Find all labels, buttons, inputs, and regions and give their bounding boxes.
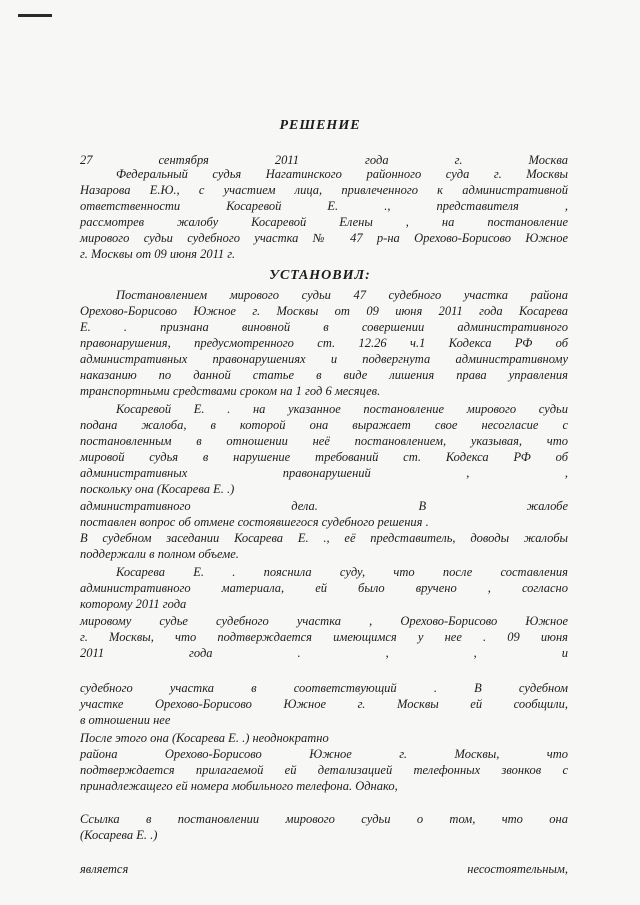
document-line	[80, 696, 568, 712]
document-line	[80, 613, 568, 629]
document-line	[80, 417, 568, 433]
document-line	[80, 166, 568, 182]
top-margin-mark	[18, 14, 52, 17]
document-line-text: наказанию по данной статье в виде лишения права управления	[80, 368, 568, 382]
document-title: РЕШЕНИЕ	[279, 118, 361, 133]
document-line-text: После этого она (Косарева Е. .) неоднократно	[80, 731, 329, 745]
document-line	[80, 383, 568, 399]
document-line	[80, 246, 568, 262]
document-line-text: Федеральный судья Нагатинского районного суда г. Москвы	[116, 167, 568, 181]
document-line-text: административного дела. В жалобе	[80, 499, 568, 513]
document-line	[80, 214, 568, 230]
document-line-text: 2011 года . , , и	[80, 646, 568, 660]
document-line	[80, 367, 568, 383]
document-line-text: Косаревой Е. . на указанное постановление мирового судьи	[116, 402, 568, 416]
document-line	[80, 530, 568, 546]
document-line	[80, 762, 568, 778]
document-line	[80, 481, 568, 497]
document-line	[80, 564, 568, 580]
document-line-text: (Косарева Е. .)	[80, 828, 158, 842]
document-line-text: судебного участка в соответствующий . В судебном	[80, 681, 568, 695]
document-line-text: участке Орехово-Борисово Южное г. Москвы ей сообщили,	[80, 697, 568, 711]
document-line	[80, 596, 568, 612]
document-line-text: мировой судья в нарушение требований ст. Кодекса РФ об	[80, 450, 568, 464]
document-line-text: поскольку она (Косарева Е. .)	[80, 482, 235, 496]
document-line-text: подтверждается прилагаемой ей детализацией телефонных звонков с	[80, 763, 568, 777]
document-line	[80, 182, 568, 198]
document-line	[80, 514, 568, 530]
document-line-text: административного материала, ей было вручено , согласно	[80, 581, 568, 595]
document-line-text: постановленным в отношении неё постановлением, указывая, что	[80, 434, 568, 448]
document-line-text: правонарушения, предусмотренного ст. 12.26 ч.1 Кодекса РФ об	[80, 336, 568, 350]
document-line	[80, 746, 568, 762]
document-line	[80, 351, 568, 367]
document-line-text: является несостоятельным,	[80, 862, 568, 876]
section-title-ustanovil: УСТАНОВИЛ:	[269, 268, 371, 283]
document-line	[80, 712, 568, 728]
document-line	[80, 629, 568, 645]
document-line-text: мирового судьи судебного участка № 47 р-на Орехово-Борисово Южное	[80, 231, 568, 245]
document-line	[80, 827, 568, 843]
document-line-text: г. Москвы от 09 июня 2011 г.	[80, 247, 236, 261]
document-line	[80, 580, 568, 596]
document-line-text: Орехово-Борисово Южное г. Москвы от 09 июня 2011 года Косарева	[80, 304, 568, 318]
document-line-text: ответственности Косаревой Е. ., представителя ,	[80, 199, 568, 213]
document-line	[80, 303, 568, 319]
document-line-text: которому 2011 года	[80, 597, 187, 611]
document-line-text: В судебном заседании Косарева Е. ., её представитель, доводы жалобы	[80, 531, 568, 545]
document-line-text: подана жалоба, в которой она выражает свое несогласие с	[80, 418, 568, 432]
document-line	[80, 335, 568, 351]
document-line	[80, 465, 568, 481]
document-line-text: Е. . признана виновной в совершении административного	[80, 320, 568, 334]
document-line	[80, 198, 568, 214]
document-line-text: 27 сентября 2011 года г. Москва	[80, 153, 568, 167]
document-line	[80, 546, 568, 562]
document-line	[80, 680, 568, 696]
document-line	[80, 287, 568, 303]
document-line-text: Постановлением мирового судьи 47 судебного участка района	[116, 288, 568, 302]
document-line-text: рассмотрев жалобу Косаревой Елены , на постановление	[80, 215, 568, 229]
document-line-text: района Орехово-Борисово Южное г. Москвы, что	[80, 747, 568, 761]
document-line	[80, 498, 568, 514]
document-line-text: принадлежащего ей номера мобильного телефона. Однако,	[80, 779, 398, 793]
document-line-text: г. Москвы, что подтверждается имеющимся у нее . 09 июня	[80, 630, 568, 644]
document-line-text: Косарева Е. . пояснила суду, что после составления	[116, 565, 568, 579]
document-line-text: в отношении нее	[80, 713, 171, 727]
document-line-text: поставлен вопрос об отмене состоявшегося судебного решения .	[80, 515, 429, 529]
document-line	[80, 449, 568, 465]
document-line-text: поддержали в полном объеме.	[80, 547, 239, 561]
document-line-text: Назарова Е.Ю., с участием лица, привлеченного к административной	[80, 183, 568, 197]
document-line	[80, 811, 568, 827]
document-line	[80, 401, 568, 417]
document-line-text: мировому судье судебного участка , Орехово-Борисово Южное	[80, 614, 568, 628]
document-line-text: административных правонарушениях и подвергнута административному	[80, 352, 568, 366]
document-line	[80, 778, 568, 794]
document-line	[80, 645, 568, 661]
document-line	[80, 319, 568, 335]
document-line	[80, 230, 568, 246]
document-line	[80, 861, 568, 877]
document-line	[80, 730, 568, 746]
document-line-text: административных правонарушений , ,	[80, 466, 568, 480]
document-line-text: транспортными средствами сроком на 1 год 6 месяцев.	[80, 384, 381, 398]
document-line-text: Ссылка в постановлении мирового судьи о том, что она	[80, 812, 568, 826]
document-line	[80, 433, 568, 449]
